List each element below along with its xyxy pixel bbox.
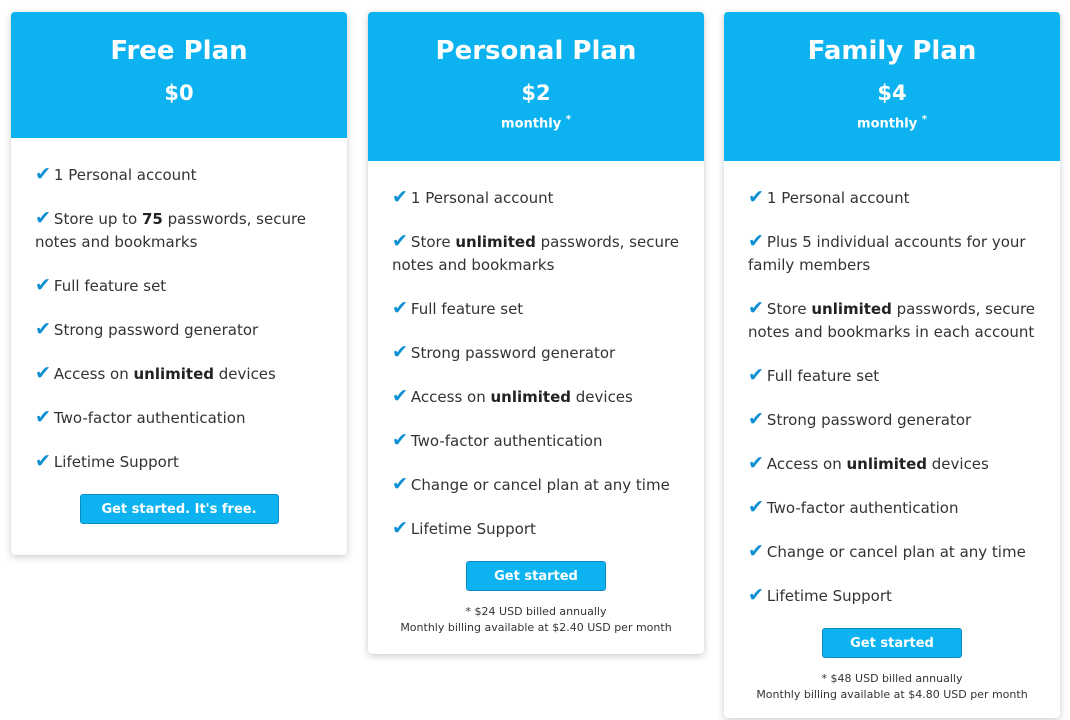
feature-text: Lifetime Support xyxy=(53,453,179,471)
checkmark-icon: ✔ xyxy=(35,406,51,428)
feature-item xyxy=(35,406,323,430)
checkmark-icon: ✔ xyxy=(392,230,408,252)
feature-text: Strong password generator xyxy=(766,411,972,429)
feature-text: Change or cancel plan at any time xyxy=(410,476,670,494)
plan-period xyxy=(368,112,704,132)
feature-text: Change or cancel plan at any time xyxy=(766,543,1026,561)
get-started-family-button[interactable]: Get started xyxy=(822,628,962,658)
period-label: monthly xyxy=(501,116,562,132)
get-started-free-button[interactable]: Get started. It's free. xyxy=(80,494,279,524)
feature-item xyxy=(392,297,680,321)
feature-item xyxy=(748,496,1036,520)
checkmark-icon: ✔ xyxy=(392,297,408,319)
checkmark-icon: ✔ xyxy=(748,452,764,474)
footnote-line: Monthly billing available at $2.40 USD per month xyxy=(400,621,672,634)
checkmark-icon: ✔ xyxy=(35,163,51,185)
feature-item xyxy=(35,163,323,187)
checkmark-icon: ✔ xyxy=(748,540,764,562)
feature-list xyxy=(724,161,1060,608)
feature-list xyxy=(11,138,347,474)
feature-text: Store xyxy=(410,233,456,251)
plan-header xyxy=(11,12,347,138)
feature-text: Access on xyxy=(766,455,847,473)
plan-price: $2 xyxy=(521,81,551,105)
period-asterisk: * xyxy=(921,114,927,125)
checkmark-icon: ✔ xyxy=(35,207,51,229)
feature-item xyxy=(35,362,323,386)
feature-text: Two-factor authentication xyxy=(53,409,246,427)
feature-item xyxy=(392,385,680,409)
billing-footnote xyxy=(368,604,704,636)
checkmark-icon: ✔ xyxy=(392,473,408,495)
period-label: monthly xyxy=(857,116,918,132)
feature-emphasis: 75 xyxy=(141,210,163,228)
feature-item xyxy=(392,473,680,497)
feature-text: 1 Personal account xyxy=(766,189,910,207)
feature-item xyxy=(748,540,1036,564)
checkmark-icon: ✔ xyxy=(748,364,764,386)
feature-item xyxy=(748,297,1036,344)
feature-list xyxy=(368,161,704,541)
checkmark-icon: ✔ xyxy=(392,429,408,451)
feature-text: Two-factor authentication xyxy=(766,499,959,517)
plan-header xyxy=(724,12,1060,161)
feature-text: Full feature set xyxy=(410,300,524,318)
plan-price: $4 xyxy=(877,81,907,105)
feature-text: Store up to xyxy=(53,210,142,228)
feature-text-tail: devices xyxy=(927,455,989,473)
feature-emphasis: unlimited xyxy=(846,455,927,473)
checkmark-icon: ✔ xyxy=(392,517,408,539)
checkmark-icon: ✔ xyxy=(35,450,51,472)
feature-text: Store xyxy=(766,300,812,318)
get-started-personal-button[interactable]: Get started xyxy=(466,561,606,591)
plan-title: Free Plan xyxy=(110,36,248,66)
feature-item xyxy=(392,517,680,541)
feature-item xyxy=(35,207,323,254)
feature-text: Lifetime Support xyxy=(766,587,892,605)
feature-text-tail: passwords, secure notes and bookmarks xyxy=(392,233,680,274)
feature-item xyxy=(748,452,1036,476)
feature-text-tail: devices xyxy=(571,388,633,406)
feature-item xyxy=(35,274,323,298)
feature-item xyxy=(748,584,1036,608)
checkmark-icon: ✔ xyxy=(748,496,764,518)
checkmark-icon: ✔ xyxy=(748,408,764,430)
checkmark-icon: ✔ xyxy=(748,297,764,319)
checkmark-icon: ✔ xyxy=(35,318,51,340)
feature-text: Strong password generator xyxy=(410,344,616,362)
feature-text: Full feature set xyxy=(766,367,880,385)
feature-text: Strong password generator xyxy=(53,321,259,339)
feature-item xyxy=(748,408,1036,432)
feature-text-tail: devices xyxy=(214,365,276,383)
feature-text: Access on xyxy=(53,365,134,383)
checkmark-icon: ✔ xyxy=(35,362,51,384)
feature-item xyxy=(748,230,1036,277)
checkmark-icon: ✔ xyxy=(35,274,51,296)
checkmark-icon: ✔ xyxy=(392,186,408,208)
checkmark-icon: ✔ xyxy=(748,584,764,606)
feature-text: Lifetime Support xyxy=(410,520,536,538)
footnote-line: * $24 USD billed annually xyxy=(465,605,607,618)
feature-emphasis: unlimited xyxy=(455,233,536,251)
checkmark-icon: ✔ xyxy=(392,341,408,363)
feature-text-tail: passwords, secure notes and bookmarks xyxy=(35,210,307,251)
feature-item xyxy=(392,341,680,365)
plan-card-free xyxy=(11,12,347,555)
period-asterisk: * xyxy=(565,114,571,125)
feature-item xyxy=(35,318,323,342)
feature-text: Plus 5 individual accounts for your family members xyxy=(748,233,1026,274)
plan-card-personal xyxy=(368,12,704,654)
feature-text: Access on xyxy=(410,388,491,406)
feature-item xyxy=(392,230,680,277)
feature-item xyxy=(748,186,1036,210)
feature-text: 1 Personal account xyxy=(53,166,197,184)
plan-title: Family Plan xyxy=(807,36,977,66)
footnote-line: * $48 USD billed annually xyxy=(821,672,963,685)
feature-item xyxy=(392,429,680,453)
billing-footnote xyxy=(724,671,1060,703)
footnote-line: Monthly billing available at $4.80 USD per month xyxy=(756,688,1028,701)
feature-emphasis: unlimited xyxy=(490,388,571,406)
feature-text-tail: passwords, secure notes and bookmarks in each account xyxy=(748,300,1036,341)
feature-item xyxy=(35,450,323,474)
checkmark-icon: ✔ xyxy=(748,186,764,208)
plan-title: Personal Plan xyxy=(435,36,637,66)
feature-emphasis: unlimited xyxy=(133,365,214,383)
feature-item xyxy=(392,186,680,210)
plan-price: $0 xyxy=(164,81,194,105)
plan-header xyxy=(368,12,704,161)
checkmark-icon: ✔ xyxy=(748,230,764,252)
feature-text: Full feature set xyxy=(53,277,167,295)
feature-item xyxy=(748,364,1036,388)
checkmark-icon: ✔ xyxy=(392,385,408,407)
plan-card-family xyxy=(724,12,1060,718)
feature-text: 1 Personal account xyxy=(410,189,554,207)
plan-period xyxy=(724,112,1060,132)
feature-text: Two-factor authentication xyxy=(410,432,603,450)
feature-emphasis: unlimited xyxy=(811,300,892,318)
